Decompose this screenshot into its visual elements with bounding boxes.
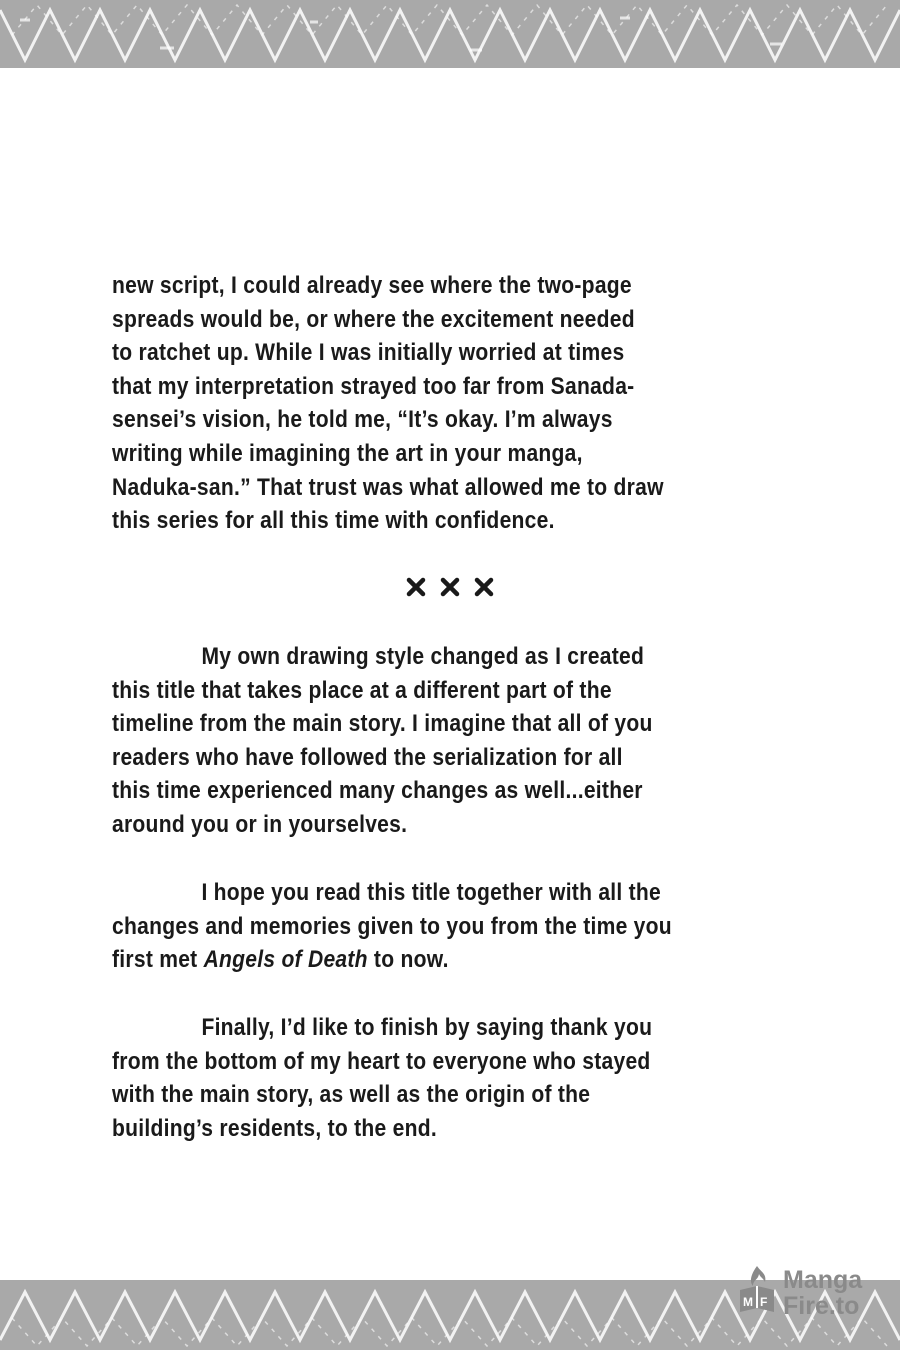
svg-text:F: F [760,1295,768,1309]
text-line: building’s residents, to the end. [112,1114,437,1142]
text-line: changes and memories given to you from the time you [112,912,672,940]
text-line: with the main story, as well as the origin of the [112,1081,591,1109]
text-line: this series for all this time with confidence. [112,507,555,535]
text-line: I hope you read this title together with all the [201,879,662,906]
paragraph-4 [112,1011,705,1145]
paragraph-3 [112,876,705,977]
text-fragment: first met [112,946,204,974]
text-line: Finally, I’d like to finish by saying thank you [201,1014,653,1041]
watermark-line-2: Fire.to [783,1292,860,1320]
text-line: new script, I could already see where the two-page [112,272,632,299]
text-line: from the bottom of my heart to everyone who stayed [112,1047,651,1075]
text-line: around you or in yourselves. [112,810,408,838]
text-line: writing while imagining the art in your manga, [112,439,583,467]
paragraph-1 [112,269,705,538]
text-line: spreads would be, or where the excitement needed [112,305,635,333]
text-line: Naduka-san.” That trust was what allowed me to draw [112,473,664,501]
x-mark-icon [440,577,460,597]
x-mark-icon [406,577,426,597]
text-line: My own drawing style changed as I created [201,643,645,670]
top-decorative-band [0,0,900,68]
zigzag-pattern [0,0,900,68]
text-line-with-title [112,943,705,977]
book-title: Angels of Death [203,946,368,974]
text-line: this time experienced many changes as well...either [112,777,643,805]
watermark-line-1: Manga [783,1266,863,1294]
text-line: readers who have followed the serialization for all [112,743,623,771]
svg-text:M: M [743,1295,753,1309]
paragraph-2 [112,640,705,842]
text-line: timeline from the main story. I imagine that all of you [112,710,653,738]
text-line: to ratchet up. While I was initially worried at times [112,339,625,367]
flame-book-icon [737,1262,779,1318]
text-fragment: to now. [367,946,449,974]
text-line: this title that takes place at a different part of the [112,676,612,704]
text-line: sensei’s vision, he told me, “It’s okay. I’m always [112,406,613,434]
x-mark-icon [474,577,494,597]
section-divider [400,572,500,602]
site-watermark [737,1262,872,1320]
text-line: that my interpretation strayed too far from Sanada- [112,372,635,400]
